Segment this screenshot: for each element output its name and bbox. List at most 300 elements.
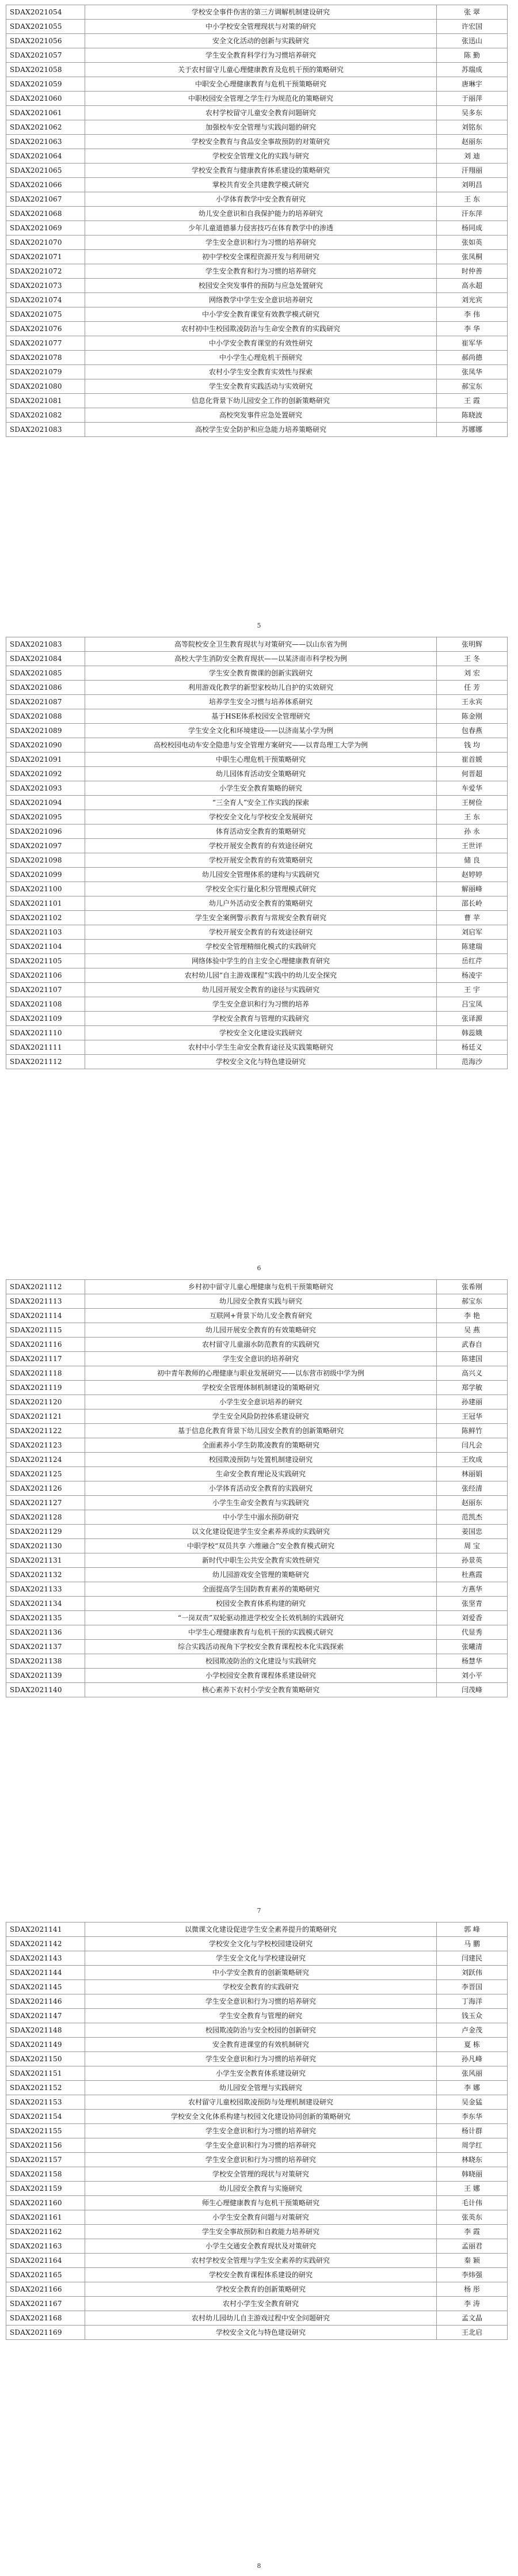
- project-leader: 孙景英: [437, 1553, 508, 1568]
- project-leader: 李炜强: [437, 2268, 508, 2282]
- project-leader: 于丽萍: [437, 92, 508, 106]
- project-title: 小学体育活动安全教育的实践研究: [85, 1481, 437, 1496]
- project-title: 学生安全意识和行为习惯的培养研究: [85, 2138, 437, 2153]
- project-leader: 王 冬: [437, 652, 508, 666]
- project-title: 中小学校安全管理现状与对策的研究: [85, 20, 437, 34]
- project-code: SDAX2021078: [6, 351, 85, 365]
- table-row: [6, 1352, 508, 1366]
- project-title: 基于信息化教育背景下幼儿园安全教育的创新策略研究: [85, 1424, 437, 1438]
- table-row: [6, 1994, 508, 2009]
- project-leader: 陈建瑞: [437, 940, 508, 954]
- project-code: SDAX2021090: [6, 738, 85, 753]
- table-row: [6, 1669, 508, 1683]
- project-leader: 郭 峰: [437, 1922, 508, 1937]
- project-leader: 李 华: [437, 322, 508, 336]
- project-code: SDAX2021138: [6, 1654, 85, 1669]
- project-leader: 李 涛: [437, 2297, 508, 2311]
- project-title: 全面提高学生国防教育素养的策略研究: [85, 1582, 437, 1597]
- table-row: [6, 192, 508, 207]
- table-row: [6, 2225, 508, 2239]
- project-title: 核心素养下农村小学安全教育策略研究: [85, 1683, 437, 1697]
- project-leader: 张迅山: [437, 34, 508, 48]
- project-title: 农村学校安全管理与学生安全素养的实践研究: [85, 2254, 437, 2268]
- project-title: 中职学校“双员共享 六维融合”安全教育模式研究: [85, 1539, 437, 1553]
- table-row: [6, 1654, 508, 1669]
- project-leader: 李 霞: [437, 2225, 508, 2239]
- project-title: 以微课文化建设促进学生安全素养提升的策略研究: [85, 1922, 437, 1937]
- project-leader: 杨计群: [437, 2124, 508, 2138]
- project-title: 综合实践活动视角下学校安全教育课程校本化实践探索: [85, 1640, 437, 1654]
- project-code: SDAX2021079: [6, 365, 85, 379]
- project-code: SDAX2021131: [6, 1553, 85, 1568]
- project-title: 学生安全意识和行为习惯的培养研究: [85, 2052, 437, 2066]
- project-title: 中小学安全教育课堂有效教学模式研究: [85, 307, 437, 322]
- table-row: [6, 408, 508, 423]
- table-row: [6, 1395, 508, 1409]
- project-leader: 杨凌宇: [437, 968, 508, 983]
- project-code: SDAX2021134: [6, 1597, 85, 1611]
- project-leader: 张风丽: [437, 2066, 508, 2081]
- table-row: [6, 997, 508, 1012]
- table-row: [6, 2254, 508, 2268]
- project-leader: 岳红芹: [437, 954, 508, 968]
- project-title: 生命安全教育理论及实践研究: [85, 1467, 437, 1481]
- project-leader: 孙凡峰: [437, 2052, 508, 2066]
- table-row: [6, 796, 508, 810]
- table-row: [6, 1568, 508, 1582]
- project-title: 高等院校安全卫生教育现状与对策研究——以山东省为例: [85, 637, 437, 652]
- project-leader: 闫茂峰: [437, 1683, 508, 1697]
- project-title: 学校安全教育的创新策略研究: [85, 2282, 437, 2297]
- project-leader: 唐琳宇: [437, 77, 508, 92]
- table-row: [6, 2124, 508, 2138]
- project-title: 高校学生安全防护和应急能力培养策略研究: [85, 423, 437, 437]
- project-title: 加强校车安全管理与实践问题的研究: [85, 120, 437, 135]
- project-code: SDAX2021158: [6, 2167, 85, 2182]
- table-row: [6, 2138, 508, 2153]
- project-code: SDAX2021077: [6, 336, 85, 351]
- project-code: SDAX2021099: [6, 868, 85, 882]
- project-code: SDAX2021076: [6, 322, 85, 336]
- project-title: 农村学校留守儿童安全教育问题研究: [85, 106, 437, 120]
- table-row: [6, 868, 508, 882]
- project-leader: 张凤桐: [437, 250, 508, 264]
- project-title: 初中学校安全课程资源开发与利用研究: [85, 250, 437, 264]
- table-row: [6, 293, 508, 307]
- project-title: 中职生心理危机干预策略研究: [85, 753, 437, 767]
- project-code: SDAX2021160: [6, 2196, 85, 2210]
- project-title: 中小学生中溺水预防研究: [85, 1510, 437, 1525]
- project-leader: 张坚青: [437, 1597, 508, 1611]
- table-row: [6, 2153, 508, 2167]
- project-leader: 张希刚: [437, 1280, 508, 1294]
- project-leader: 李 艳: [437, 1309, 508, 1323]
- table-row: [6, 1409, 508, 1424]
- table-row: [6, 77, 508, 92]
- project-table: [6, 5, 508, 437]
- project-title: 学校安全管理体制机制建设的策略研究: [85, 1381, 437, 1395]
- project-leader: 曹 苹: [437, 911, 508, 925]
- project-title: 学校安全教育的实践研究: [85, 1980, 437, 1994]
- table-row: [6, 2326, 508, 2340]
- project-title: 校园欺凌预防与处置机制建设研究: [85, 1453, 437, 1467]
- project-title: 幼儿户外活动安全教育的策略研究: [85, 896, 437, 911]
- project-code: SDAX2021147: [6, 2009, 85, 2023]
- project-code: SDAX2021064: [6, 149, 85, 164]
- table-row: [6, 235, 508, 250]
- project-title: 网络体验中学生的自主安全心理健康教育研究: [85, 954, 437, 968]
- project-leader: 张曦清: [437, 1640, 508, 1654]
- project-leader: 吕宝凤: [437, 997, 508, 1012]
- project-title: 学生安全教育实践活动与实效研究: [85, 379, 437, 394]
- table-row: [6, 1553, 508, 1568]
- project-title: 中小学安全教育课堂的有效性研究: [85, 336, 437, 351]
- project-title: 学校安全文化与特色建设研究: [85, 1055, 437, 1069]
- project-leader: 何晋超: [437, 767, 508, 781]
- table-row: [6, 810, 508, 825]
- project-code: SDAX2021149: [6, 2038, 85, 2052]
- project-code: SDAX2021121: [6, 1409, 85, 1424]
- project-leader: 李 伟: [437, 307, 508, 322]
- project-leader: 崔军华: [437, 336, 508, 351]
- project-title: 学校安全管理精细化模式的实践研究: [85, 940, 437, 954]
- project-code: SDAX2021168: [6, 2311, 85, 2326]
- table-row: [6, 1309, 508, 1323]
- project-title: 幼儿园安全教育实践与研究: [85, 1294, 437, 1309]
- project-leader: 王 宇: [437, 983, 508, 997]
- table-row: [6, 250, 508, 264]
- project-leader: 武春自: [437, 1338, 508, 1352]
- project-code: SDAX2021067: [6, 192, 85, 207]
- table-row: [6, 1625, 508, 1640]
- table-row: [6, 336, 508, 351]
- project-code: SDAX2021056: [6, 34, 85, 48]
- table-row: [6, 968, 508, 983]
- project-leader: 崔首媛: [437, 753, 508, 767]
- table-row: [6, 120, 508, 135]
- project-leader: 时仲善: [437, 264, 508, 279]
- table-row: [6, 1597, 508, 1611]
- table-row: [6, 925, 508, 940]
- project-title: 小学体育教学中安全教育研究: [85, 192, 437, 207]
- project-leader: 王北启: [437, 2326, 508, 2340]
- table-row: [6, 738, 508, 753]
- project-title: 乡村初中留守儿童心理健康与危机干预策略研究: [85, 1280, 437, 1294]
- project-leader: 杨廷义: [437, 1040, 508, 1055]
- project-title: 小学生交通安全教育现状及对策研究: [85, 2239, 437, 2254]
- project-leader: 刘跃伟: [437, 1966, 508, 1980]
- project-title: 学生安全事故预防和自救能力培养研究: [85, 2225, 437, 2239]
- table-row: [6, 1937, 508, 1951]
- project-leader: 孙 永: [437, 825, 508, 839]
- project-code: SDAX2021139: [6, 1669, 85, 1683]
- table-row: [6, 825, 508, 839]
- project-title: 学生安全教育科学行为习惯培养研究: [85, 48, 437, 63]
- project-code: SDAX2021087: [6, 695, 85, 709]
- project-code: SDAX2021080: [6, 379, 85, 394]
- project-leader: 高兴义: [437, 1366, 508, 1381]
- project-code: SDAX2021083: [6, 423, 85, 437]
- project-code: SDAX2021062: [6, 120, 85, 135]
- project-leader: 丁海洋: [437, 1994, 508, 2009]
- project-title: “三全育人”安全工作实践的探索: [85, 796, 437, 810]
- project-leader: 刘小平: [437, 1669, 508, 1683]
- project-title: 高校突发事件应急处置研究: [85, 408, 437, 423]
- project-code: SDAX2021092: [6, 767, 85, 781]
- table-row: [6, 1012, 508, 1026]
- project-code: SDAX2021113: [6, 1294, 85, 1309]
- table-row: [6, 896, 508, 911]
- table-row: [6, 1481, 508, 1496]
- project-code: SDAX2021118: [6, 1366, 85, 1381]
- project-code: SDAX2021060: [6, 92, 85, 106]
- table-row: [6, 1611, 508, 1625]
- project-leader: 孟文晶: [437, 2311, 508, 2326]
- table-row: [6, 221, 508, 235]
- project-title: 互联网+背景下幼儿安全教育研究: [85, 1309, 437, 1323]
- project-leader: 杜燕霞: [437, 1568, 508, 1582]
- project-code: SDAX2021059: [6, 77, 85, 92]
- project-leader: 王 娜: [437, 2182, 508, 2196]
- project-title: 学校开展安全教育的有效途径研究: [85, 925, 437, 940]
- project-title: 学校安全管理文化的实践与研究: [85, 149, 437, 164]
- table-row: [6, 394, 508, 408]
- table-row: [6, 2239, 508, 2254]
- project-leader: 刘启军: [437, 925, 508, 940]
- table-row: [6, 1966, 508, 1980]
- project-title: 基于HSE体系校园安全管理研究: [85, 709, 437, 724]
- project-code: SDAX2021151: [6, 2066, 85, 2081]
- project-code: SDAX2021140: [6, 1683, 85, 1697]
- project-title: 学生安全文化与学校建设研究: [85, 1951, 437, 1966]
- project-leader: 张译源: [437, 1012, 508, 1026]
- project-code: SDAX2021163: [6, 2239, 85, 2254]
- table-row: [6, 20, 508, 34]
- project-leader: 王树俭: [437, 796, 508, 810]
- project-title: 幼儿园安全管理与实践研究: [85, 2081, 437, 2095]
- project-leader: 马 鹏: [437, 1937, 508, 1951]
- project-code: SDAX2021133: [6, 1582, 85, 1597]
- project-leader: 姜国忠: [437, 1525, 508, 1539]
- project-title: 少年儿童道德暴力侵害技巧在体育教学中的渗透: [85, 221, 437, 235]
- project-leader: 李东华: [437, 2110, 508, 2124]
- table-row: [6, 2009, 508, 2023]
- table-row: [6, 1980, 508, 1994]
- table-row: [6, 724, 508, 738]
- project-title: 农村留守儿童溺水防范教育的实践研究: [85, 1338, 437, 1352]
- table-row: [6, 666, 508, 681]
- project-code: SDAX2021083: [6, 637, 85, 652]
- project-title: 学校安全教育课程体系建设的研究: [85, 2268, 437, 2282]
- table-row: [6, 1294, 508, 1309]
- project-title: 培养学生安全习惯与培养体系研究: [85, 695, 437, 709]
- project-code: SDAX2021082: [6, 408, 85, 423]
- project-code: SDAX2021116: [6, 1338, 85, 1352]
- project-code: SDAX2021155: [6, 2124, 85, 2138]
- project-leader: 刘 迪: [437, 149, 508, 164]
- project-title: 小学生生命安全教育与实践研究: [85, 1496, 437, 1510]
- project-leader: 张凤华: [437, 365, 508, 379]
- project-title: 学生安全教育与管理的研究: [85, 2009, 437, 2023]
- project-title: 幼儿园开展安全教育的有效策略研究: [85, 1323, 437, 1338]
- table-row: [6, 1496, 508, 1510]
- project-leader: 解丽峰: [437, 882, 508, 896]
- project-code: SDAX2021065: [6, 164, 85, 178]
- page-number: 8: [257, 2562, 261, 2570]
- table-row: [6, 1424, 508, 1438]
- project-leader: 张英东: [437, 2210, 508, 2225]
- project-leader: 周 宝: [437, 1539, 508, 1553]
- project-leader: 王玫成: [437, 1453, 508, 1467]
- table-row: [6, 1525, 508, 1539]
- project-code: SDAX2021148: [6, 2023, 85, 2038]
- table-row: [6, 882, 508, 896]
- project-code: SDAX2021166: [6, 2282, 85, 2297]
- project-code: SDAX2021102: [6, 911, 85, 925]
- project-code: SDAX2021141: [6, 1922, 85, 1937]
- project-code: SDAX2021120: [6, 1395, 85, 1409]
- project-title: 全面素养小学生防欺凌教育的策略研究: [85, 1438, 437, 1453]
- project-code: SDAX2021104: [6, 940, 85, 954]
- project-title: 农村留守儿童校园欺凌预防与处理机制建设研究: [85, 2095, 437, 2110]
- project-title: 农村幼儿园幼儿自主游戏过程中安全问题研究: [85, 2311, 437, 2326]
- project-title: 学生安全教育和行为习惯的培养研究: [85, 264, 437, 279]
- page-number: 5: [257, 622, 261, 629]
- project-code: SDAX2021167: [6, 2297, 85, 2311]
- project-code: SDAX2021152: [6, 2081, 85, 2095]
- project-leader: 陈晓波: [437, 408, 508, 423]
- page-number: 7: [257, 1907, 261, 1914]
- table-row: [6, 1026, 508, 1040]
- table-row: [6, 1510, 508, 1525]
- project-leader: 秦 颖: [437, 2254, 508, 2268]
- project-code: SDAX2021101: [6, 896, 85, 911]
- project-code: SDAX2021096: [6, 825, 85, 839]
- project-title: 学校安全教育与管理的实践研究: [85, 1012, 437, 1026]
- project-leader: 赵丽东: [437, 1496, 508, 1510]
- project-leader: 包春燕: [437, 724, 508, 738]
- table-row: [6, 1951, 508, 1966]
- project-code: SDAX2021144: [6, 1966, 85, 1980]
- project-code: SDAX2021119: [6, 1381, 85, 1395]
- project-leader: 赵丽东: [437, 135, 508, 149]
- project-title: 体育活动安全教育的策略研究: [85, 825, 437, 839]
- project-title: 学生安全文化和环境建设——以济南某小学为例: [85, 724, 437, 738]
- table-row: [6, 164, 508, 178]
- table-row: [6, 767, 508, 781]
- project-title: 幼儿园开展安全教育的途径与实践研究: [85, 983, 437, 997]
- project-title: 农村幼儿园“自主游戏课程”实践中的幼儿安全探究: [85, 968, 437, 983]
- project-code: SDAX2021071: [6, 250, 85, 264]
- project-leader: 苏瑞成: [437, 63, 508, 77]
- project-title: 中小学生心理危机干预研究: [85, 351, 437, 365]
- project-code: SDAX2021146: [6, 1994, 85, 2009]
- project-leader: 代显秀: [437, 1625, 508, 1640]
- project-code: SDAX2021115: [6, 1323, 85, 1338]
- project-title: 学生安全意识和行为习惯的培养研究: [85, 235, 437, 250]
- project-title: 中小学安全教育的创新策略研究: [85, 1966, 437, 1980]
- project-leader: 郝宝东: [437, 1294, 508, 1309]
- project-leader: 储 良: [437, 853, 508, 868]
- table-row: [6, 853, 508, 868]
- project-leader: 周学红: [437, 2138, 508, 2153]
- project-leader: 张明辉: [437, 637, 508, 652]
- project-code: SDAX2021159: [6, 2182, 85, 2196]
- table-row: [6, 2066, 508, 2081]
- table-row: [6, 983, 508, 997]
- project-title: 学校安全事件伤害的第三方调解机制建设研究: [85, 5, 437, 20]
- project-leader: 刘爱香: [437, 1611, 508, 1625]
- project-leader: 林丽娟: [437, 1467, 508, 1481]
- project-code: SDAX2021081: [6, 394, 85, 408]
- table-row: [6, 911, 508, 925]
- table-row: [6, 307, 508, 322]
- project-code: SDAX2021156: [6, 2138, 85, 2153]
- project-leader: 汗东萍: [437, 207, 508, 221]
- table-row: [6, 365, 508, 379]
- table-row: [6, 1055, 508, 1069]
- table-row: [6, 1438, 508, 1453]
- table-row: [6, 681, 508, 695]
- project-title: 学生安全意识和行为习惯的培养研究: [85, 2124, 437, 2138]
- project-code: SDAX2021107: [6, 983, 85, 997]
- table-row: [6, 264, 508, 279]
- project-leader: 杨同成: [437, 221, 508, 235]
- project-code: SDAX2021135: [6, 1611, 85, 1625]
- table-row: [6, 1040, 508, 1055]
- project-code: SDAX2021110: [6, 1026, 85, 1040]
- project-leader: 吴 燕: [437, 1323, 508, 1338]
- project-code: SDAX2021103: [6, 925, 85, 940]
- project-leader: 王 东: [437, 810, 508, 825]
- table-row: [6, 379, 508, 394]
- project-title: 学校安全文化与学校校园建设研究: [85, 1937, 437, 1951]
- project-title: 网络教学中学生安全意识培养研究: [85, 293, 437, 307]
- project-title: 学校开展安全教育的有效途径研究: [85, 839, 437, 853]
- project-code: SDAX2021106: [6, 968, 85, 983]
- project-leader: 郑学敏: [437, 1381, 508, 1395]
- project-leader: 张 翠: [437, 5, 508, 20]
- project-title: 高校大学生消防安全教育现状——以某济南市科学校为例: [85, 652, 437, 666]
- project-code: SDAX2021157: [6, 2153, 85, 2167]
- project-title: 学校安全文化与学校安全发展研究: [85, 810, 437, 825]
- project-leader: 车爱华: [437, 781, 508, 796]
- table-row: [6, 695, 508, 709]
- project-title: 幼儿安全意识和自我保护能力的培养研究: [85, 207, 437, 221]
- project-code: SDAX2021123: [6, 1438, 85, 1453]
- project-code: SDAX2021132: [6, 1568, 85, 1582]
- project-title: 新时代中职生公共安全教育实效性研究: [85, 1553, 437, 1568]
- project-leader: 钱 均: [437, 738, 508, 753]
- project-code: SDAX2021130: [6, 1539, 85, 1553]
- project-leader: 张如英: [437, 235, 508, 250]
- table-row: [6, 1467, 508, 1481]
- project-leader: 陈 勤: [437, 48, 508, 63]
- table-row: [6, 106, 508, 120]
- project-code: SDAX2021093: [6, 781, 85, 796]
- project-code: SDAX2021122: [6, 1424, 85, 1438]
- project-code: SDAX2021117: [6, 1352, 85, 1366]
- project-code: SDAX2021112: [6, 1055, 85, 1069]
- project-title: 学校安全教育与健康教育体系建设的策略研究: [85, 164, 437, 178]
- project-title: 师生心理健康教育与危机干预策略研究: [85, 2196, 437, 2210]
- project-leader: 方燕华: [437, 1582, 508, 1597]
- project-title: 初中青年教师的心理健康与职业发展研究——以东营市初级中学为例: [85, 1366, 437, 1381]
- project-code: SDAX2021061: [6, 106, 85, 120]
- project-code: SDAX2021068: [6, 207, 85, 221]
- project-title: 安全文化活动的创新与实践研究: [85, 34, 437, 48]
- project-code: SDAX2021142: [6, 1937, 85, 1951]
